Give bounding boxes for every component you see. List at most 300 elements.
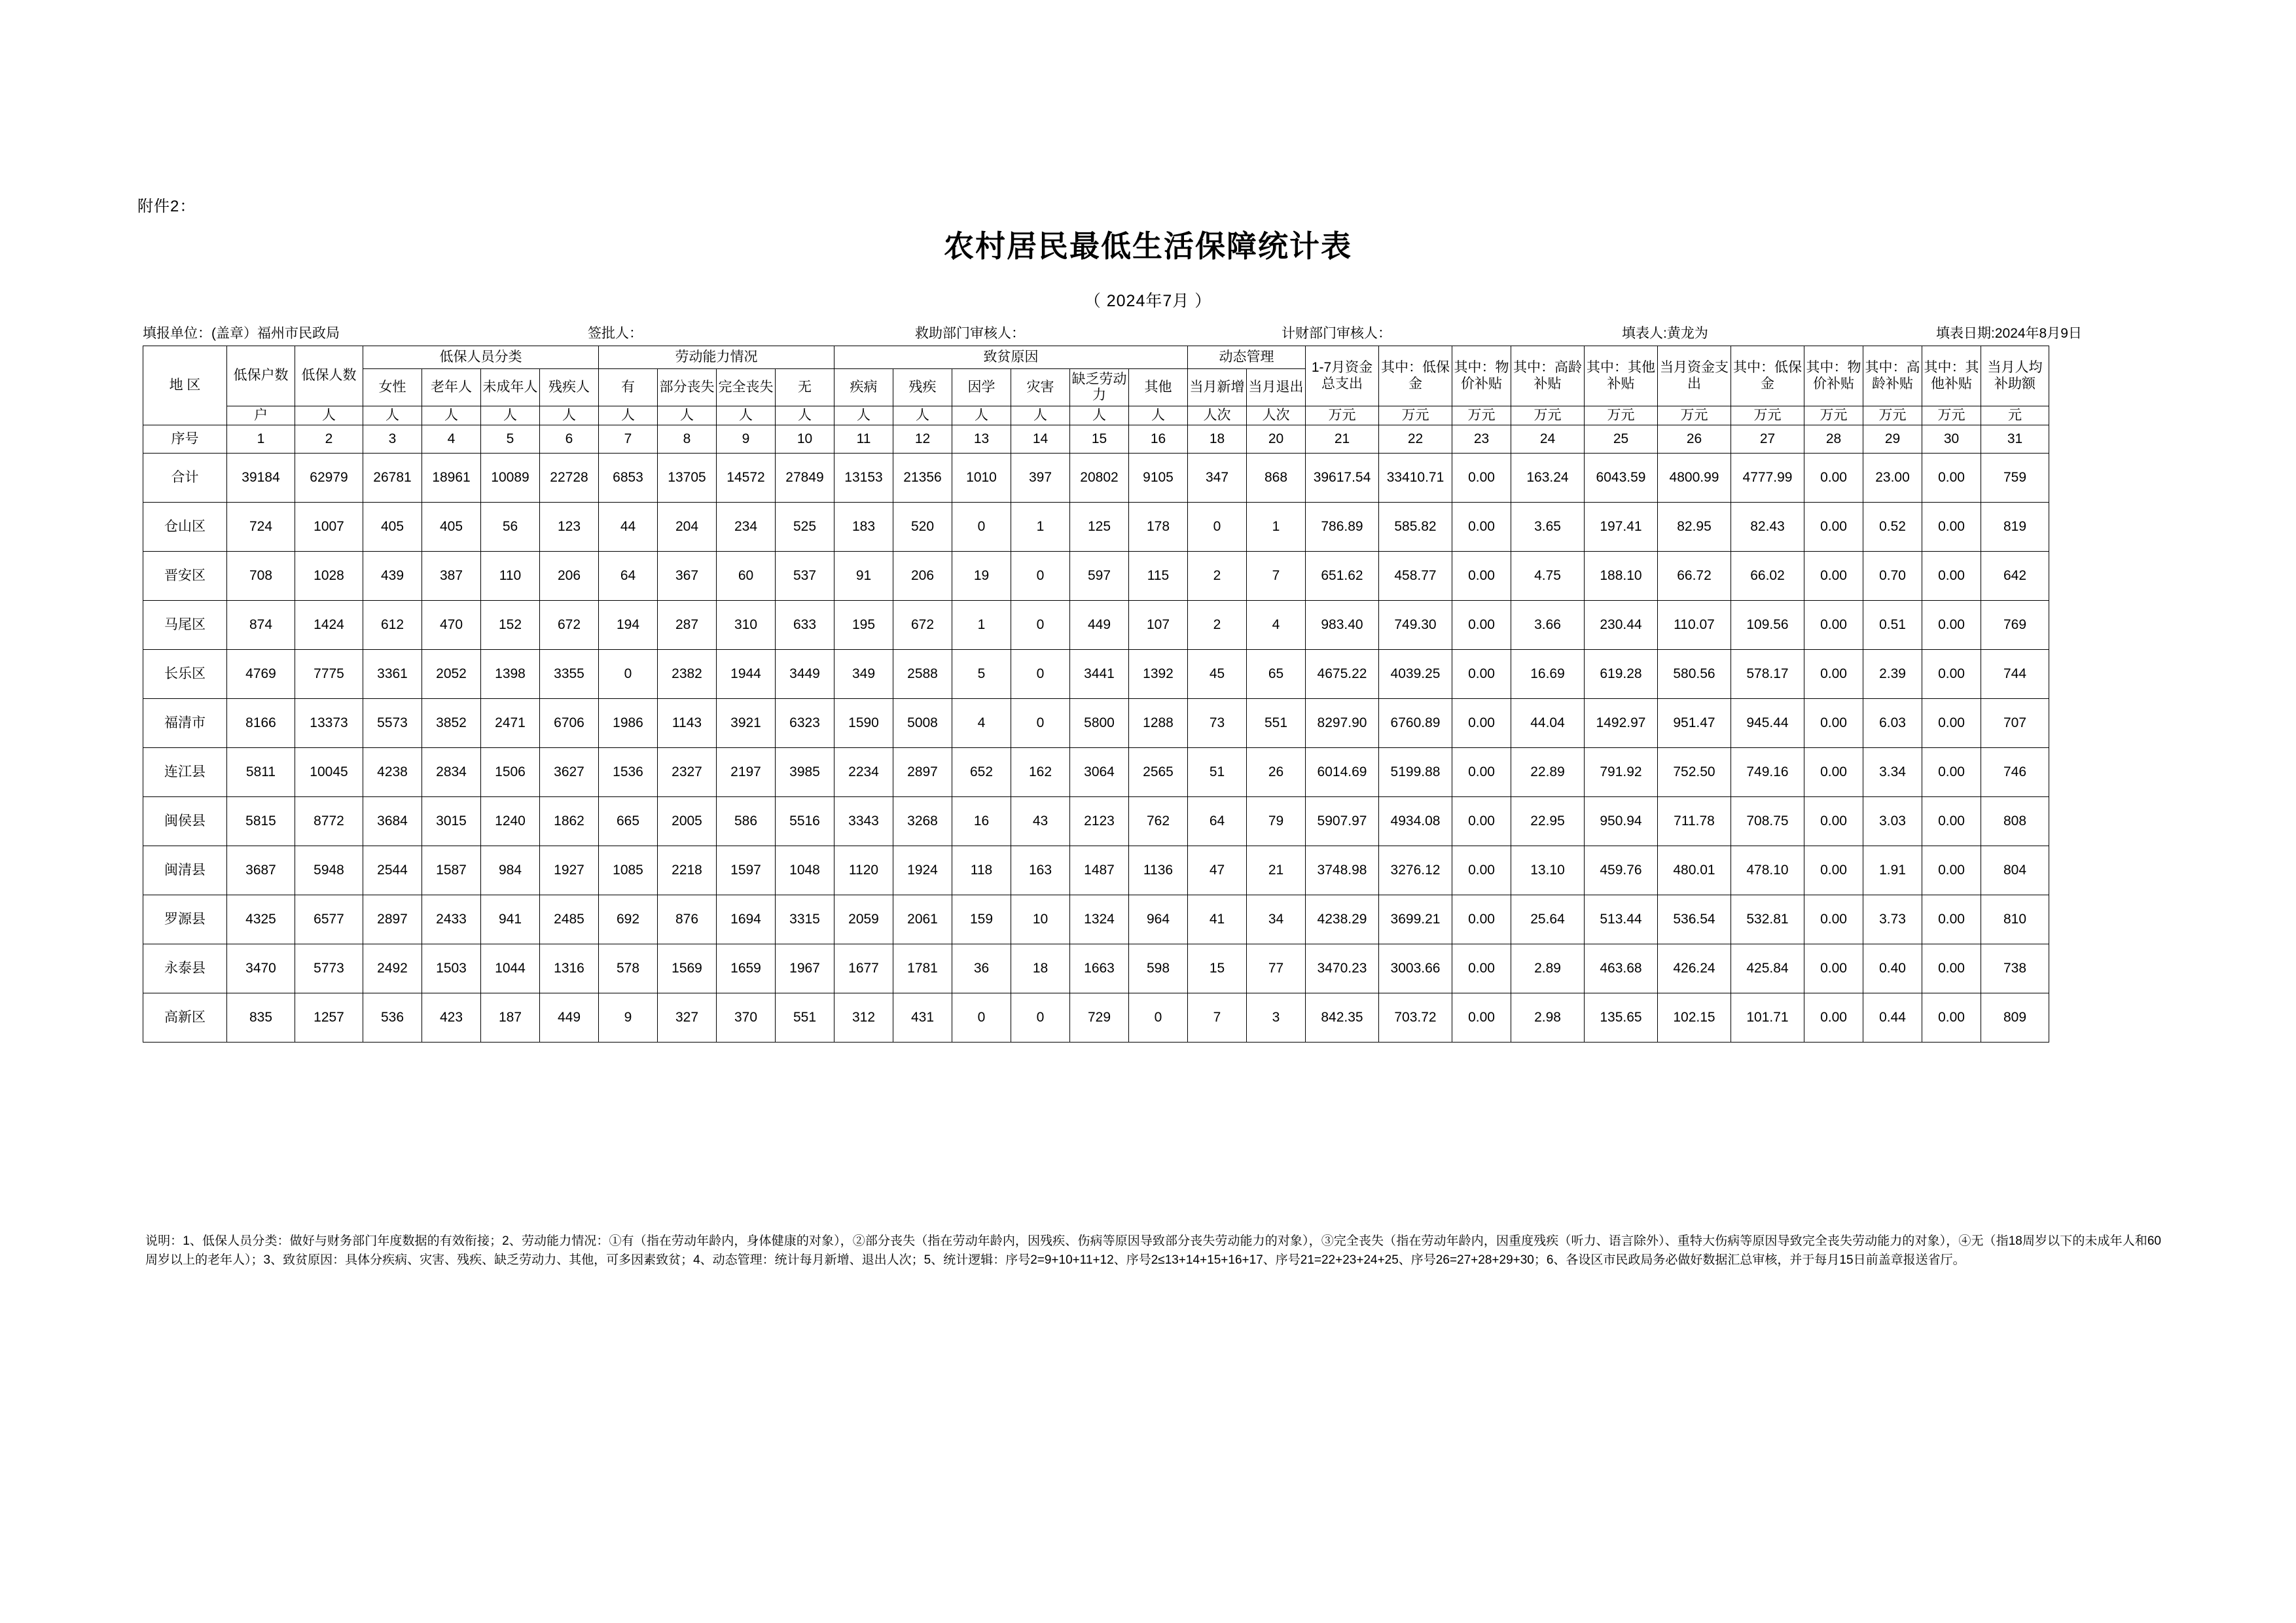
data-cell: 708 xyxy=(227,552,295,601)
table-row xyxy=(143,895,2049,944)
data-cell: 2897 xyxy=(363,895,422,944)
data-cell: 109.56 xyxy=(1731,601,1804,650)
data-cell: 26 xyxy=(1247,748,1306,797)
data-cell: 708.75 xyxy=(1731,797,1804,846)
data-cell: 738 xyxy=(1981,944,2049,993)
data-cell: 73 xyxy=(1188,699,1247,748)
data-cell: 0.00 xyxy=(1804,503,1863,552)
data-cell: 951.47 xyxy=(1658,699,1731,748)
data-cell: 3343 xyxy=(834,797,893,846)
data-cell: 6.03 xyxy=(1863,699,1922,748)
data-cell: 66.02 xyxy=(1731,552,1804,601)
data-cell: 0.52 xyxy=(1863,503,1922,552)
data-cell: 51 xyxy=(1188,748,1247,797)
data-cell: 1136 xyxy=(1129,846,1188,895)
unit-labor-partial: 人 xyxy=(658,406,717,425)
data-cell: 1569 xyxy=(658,944,717,993)
data-cell: 183 xyxy=(834,503,893,552)
data-cell: 1 xyxy=(1011,503,1070,552)
data-cell: 0.00 xyxy=(1452,454,1511,503)
data-cell: 367 xyxy=(658,552,717,601)
header-month-price: 其中：物价补贴 xyxy=(1804,346,1863,406)
data-cell: 1044 xyxy=(481,944,540,993)
sequence-cell: 3 xyxy=(363,425,422,454)
data-cell: 18 xyxy=(1011,944,1070,993)
data-cell: 835 xyxy=(227,993,295,1043)
data-cell: 586 xyxy=(717,797,776,846)
data-cell: 26781 xyxy=(363,454,422,503)
data-cell: 612 xyxy=(363,601,422,650)
data-cell: 2.98 xyxy=(1511,993,1585,1043)
unit-fund-total: 万元 xyxy=(1306,406,1379,425)
data-cell: 206 xyxy=(893,552,952,601)
data-cell: 110 xyxy=(481,552,540,601)
data-cell: 1316 xyxy=(540,944,599,993)
data-cell: 115 xyxy=(1129,552,1188,601)
data-cell: 762 xyxy=(1129,797,1188,846)
data-cell: 0.00 xyxy=(1452,944,1511,993)
data-cell: 1.91 xyxy=(1863,846,1922,895)
sequence-cell: 7 xyxy=(599,425,658,454)
data-cell: 1010 xyxy=(952,454,1011,503)
sequence-cell: 31 xyxy=(1981,425,2049,454)
data-cell: 19 xyxy=(952,552,1011,601)
unit-cause-other: 人 xyxy=(1129,406,1188,425)
data-cell: 578.17 xyxy=(1731,650,1804,699)
header-cls-disabled: 残疾人 xyxy=(540,369,599,406)
data-cell: 0.00 xyxy=(1452,846,1511,895)
sequence-cell: 12 xyxy=(893,425,952,454)
unit-dyn-exited: 人次 xyxy=(1247,406,1306,425)
data-cell: 44 xyxy=(599,503,658,552)
data-cell: 707 xyxy=(1981,699,2049,748)
data-cell: 426.24 xyxy=(1658,944,1731,993)
data-cell: 819 xyxy=(1981,503,2049,552)
unit-fund-basic: 万元 xyxy=(1379,406,1452,425)
data-cell: 3985 xyxy=(776,748,834,797)
data-cell: 0 xyxy=(1011,699,1070,748)
data-cell: 458.77 xyxy=(1379,552,1452,601)
data-cell: 123 xyxy=(540,503,599,552)
data-cell: 0.00 xyxy=(1804,650,1863,699)
data-cell: 349 xyxy=(834,650,893,699)
header-households: 低保户数 xyxy=(227,346,295,406)
data-cell: 405 xyxy=(422,503,481,552)
data-cell: 4934.08 xyxy=(1379,797,1452,846)
data-cell: 1677 xyxy=(834,944,893,993)
data-cell: 0.00 xyxy=(1922,454,1981,503)
data-cell: 2492 xyxy=(363,944,422,993)
data-cell: 2 xyxy=(1188,552,1247,601)
data-cell: 5773 xyxy=(295,944,363,993)
header-average: 当月人均补助额 xyxy=(1981,346,2049,406)
data-cell: 672 xyxy=(893,601,952,650)
data-cell: 204 xyxy=(658,503,717,552)
sequence-cell: 5 xyxy=(481,425,540,454)
data-cell: 4675.22 xyxy=(1306,650,1379,699)
unit-dyn-added: 人次 xyxy=(1188,406,1247,425)
meta-approver: 签批人： xyxy=(588,326,643,341)
unit-labor-full: 人 xyxy=(717,406,776,425)
data-cell: 2485 xyxy=(540,895,599,944)
data-cell: 18961 xyxy=(422,454,481,503)
meta-row xyxy=(143,323,2159,342)
data-cell: 14572 xyxy=(717,454,776,503)
region-name-cell: 晋安区 xyxy=(143,552,227,601)
region-name-cell: 连江县 xyxy=(143,748,227,797)
data-cell: 0.00 xyxy=(1922,699,1981,748)
data-cell: 3699.21 xyxy=(1379,895,1452,944)
data-cell: 39184 xyxy=(227,454,295,503)
data-cell: 107 xyxy=(1129,601,1188,650)
data-cell: 16 xyxy=(952,797,1011,846)
data-cell: 984 xyxy=(481,846,540,895)
notes-text: 说明：1、低保人员分类：做好与财务部门年度数据的有效衔接；2、劳动能力情况：①有（指在劳动年龄内，身体健康的对象），②部分丧失（指在劳动年龄内，因残疾、伤病等原因导致部分丧失劳动能力的对象），③完全丧失（指在劳动年龄内，因重度残疾（听力、语言除外）、重特大伤病等原因导致完全丧失劳动能力的对象），④无（指18周岁以下的未成年人和60周岁以上的老年人）；3、致贫原因：具体分疾病、灾害、残疾、缺乏劳动力、其他，可多因素致贫；4、动态管理：统计每月新增、退出人次；5、统计逻辑：序号2=9+10+11+12、序号2≤13+14+15+16+17、序号21=22+23+24+25、序号26=27+28+29+30；6、各设区市民政局务必做好数据汇总审核，并于每月15日前盖章报送省厅。 xyxy=(145,1234,2161,1268)
data-cell: 6706 xyxy=(540,699,599,748)
data-cell: 0.00 xyxy=(1452,601,1511,650)
data-cell: 10089 xyxy=(481,454,540,503)
data-cell: 15 xyxy=(1188,944,1247,993)
page-subtitle: （ 2024年7月 ） xyxy=(1084,292,1212,310)
data-cell: 110.07 xyxy=(1658,601,1731,650)
data-cell: 597 xyxy=(1070,552,1129,601)
data-cell: 82.95 xyxy=(1658,503,1731,552)
data-cell: 941 xyxy=(481,895,540,944)
data-cell: 13373 xyxy=(295,699,363,748)
data-cell: 21356 xyxy=(893,454,952,503)
data-cell: 580.56 xyxy=(1658,650,1731,699)
data-cell: 449 xyxy=(1070,601,1129,650)
data-cell: 1663 xyxy=(1070,944,1129,993)
data-cell: 478.10 xyxy=(1731,846,1804,895)
data-cell: 0 xyxy=(1188,503,1247,552)
table-row xyxy=(143,944,2049,993)
data-cell: 769 xyxy=(1981,601,2049,650)
data-cell: 808 xyxy=(1981,797,2049,846)
data-cell: 9 xyxy=(599,993,658,1043)
data-cell: 0.00 xyxy=(1922,846,1981,895)
data-cell: 0 xyxy=(1011,650,1070,699)
data-cell: 2059 xyxy=(834,895,893,944)
data-cell: 101.71 xyxy=(1731,993,1804,1043)
data-cell: 842.35 xyxy=(1306,993,1379,1043)
data-cell: 5948 xyxy=(295,846,363,895)
table-row xyxy=(143,993,2049,1043)
table-row xyxy=(143,797,2049,846)
table-row xyxy=(143,552,2049,601)
sequence-cell: 14 xyxy=(1011,425,1070,454)
unit-month-other: 万元 xyxy=(1922,406,1981,425)
unit-cause-disability: 人 xyxy=(893,406,952,425)
unit-fund-price: 万元 xyxy=(1452,406,1511,425)
data-cell: 1007 xyxy=(295,503,363,552)
data-cell: 0.00 xyxy=(1922,601,1981,650)
data-cell: 711.78 xyxy=(1658,797,1731,846)
header-month-total: 当月资金支出 xyxy=(1658,346,1731,406)
meta-date: 填表日期:2024年8月9日 xyxy=(1936,326,2082,341)
data-cell: 724 xyxy=(227,503,295,552)
data-cell: 6323 xyxy=(776,699,834,748)
data-cell: 5008 xyxy=(893,699,952,748)
data-cell: 804 xyxy=(1981,846,2049,895)
data-cell: 3.34 xyxy=(1863,748,1922,797)
data-cell: 5800 xyxy=(1070,699,1129,748)
header-fund-other: 其中：其他补贴 xyxy=(1585,346,1658,406)
data-cell: 551 xyxy=(1247,699,1306,748)
data-cell: 6760.89 xyxy=(1379,699,1452,748)
data-cell: 5 xyxy=(952,650,1011,699)
data-cell: 1506 xyxy=(481,748,540,797)
data-cell: 749.30 xyxy=(1379,601,1452,650)
data-cell: 135.65 xyxy=(1585,993,1658,1043)
data-cell: 551 xyxy=(776,993,834,1043)
data-cell: 0.00 xyxy=(1922,650,1981,699)
header-cause-disaster: 灾害 xyxy=(1011,369,1070,406)
data-cell: 1986 xyxy=(599,699,658,748)
data-cell: 43 xyxy=(1011,797,1070,846)
data-cell: 2218 xyxy=(658,846,717,895)
data-cell: 152 xyxy=(481,601,540,650)
table-row xyxy=(143,503,2049,552)
data-cell: 3064 xyxy=(1070,748,1129,797)
data-cell: 4777.99 xyxy=(1731,454,1804,503)
data-cell: 652 xyxy=(952,748,1011,797)
data-cell: 20802 xyxy=(1070,454,1129,503)
data-cell: 0.00 xyxy=(1922,797,1981,846)
data-cell: 3.73 xyxy=(1863,895,1922,944)
data-cell: 206 xyxy=(540,552,599,601)
data-cell: 0.00 xyxy=(1452,503,1511,552)
sequence-cell: 16 xyxy=(1129,425,1188,454)
header-group-classification: 低保人员分类 xyxy=(363,346,599,369)
sequence-cell: 25 xyxy=(1585,425,1658,454)
table-body xyxy=(143,454,2049,1043)
data-cell: 77 xyxy=(1247,944,1306,993)
data-cell: 4039.25 xyxy=(1379,650,1452,699)
data-cell: 7775 xyxy=(295,650,363,699)
data-cell: 3449 xyxy=(776,650,834,699)
data-cell: 536.54 xyxy=(1658,895,1731,944)
data-cell: 744 xyxy=(1981,650,2049,699)
data-cell: 876 xyxy=(658,895,717,944)
data-cell: 10 xyxy=(1011,895,1070,944)
data-cell: 64 xyxy=(1188,797,1247,846)
header-group-dynamic: 动态管理 xyxy=(1188,346,1306,369)
data-cell: 749.16 xyxy=(1731,748,1804,797)
data-cell: 39617.54 xyxy=(1306,454,1379,503)
data-cell: 3748.98 xyxy=(1306,846,1379,895)
data-cell: 1143 xyxy=(658,699,717,748)
data-cell: 470 xyxy=(422,601,481,650)
data-cell: 34 xyxy=(1247,895,1306,944)
data-cell: 3687 xyxy=(227,846,295,895)
data-cell: 22.89 xyxy=(1511,748,1585,797)
data-cell: 1085 xyxy=(599,846,658,895)
data-cell: 370 xyxy=(717,993,776,1043)
data-cell: 2197 xyxy=(717,748,776,797)
data-cell: 6853 xyxy=(599,454,658,503)
data-cell: 1590 xyxy=(834,699,893,748)
data-cell: 125 xyxy=(1070,503,1129,552)
data-cell: 2123 xyxy=(1070,797,1129,846)
data-cell: 2327 xyxy=(658,748,717,797)
data-cell: 10045 xyxy=(295,748,363,797)
data-cell: 397 xyxy=(1011,454,1070,503)
data-cell: 6043.59 xyxy=(1585,454,1658,503)
table-row xyxy=(143,699,2049,748)
data-cell: 22728 xyxy=(540,454,599,503)
data-cell: 197.41 xyxy=(1585,503,1658,552)
data-cell: 1492.97 xyxy=(1585,699,1658,748)
header-labor-none: 无 xyxy=(776,369,834,406)
data-cell: 1927 xyxy=(540,846,599,895)
data-cell: 3.65 xyxy=(1511,503,1585,552)
unit-fund-other: 万元 xyxy=(1585,406,1658,425)
data-cell: 3470 xyxy=(227,944,295,993)
data-cell: 3.66 xyxy=(1511,601,1585,650)
data-cell: 1028 xyxy=(295,552,363,601)
header-group-labor: 劳动能力情况 xyxy=(599,346,834,369)
unit-labor-none: 人 xyxy=(776,406,834,425)
data-cell: 2471 xyxy=(481,699,540,748)
data-cell: 0.00 xyxy=(1922,503,1981,552)
data-cell: 45 xyxy=(1188,650,1247,699)
data-cell: 598 xyxy=(1129,944,1188,993)
sequence-cell: 26 xyxy=(1658,425,1731,454)
data-cell: 3441 xyxy=(1070,650,1129,699)
data-cell: 7 xyxy=(1188,993,1247,1043)
data-cell: 2565 xyxy=(1129,748,1188,797)
data-cell: 79 xyxy=(1247,797,1306,846)
data-cell: 4325 xyxy=(227,895,295,944)
data-cell: 0.00 xyxy=(1922,748,1981,797)
sequence-cell: 30 xyxy=(1922,425,1981,454)
data-cell: 791.92 xyxy=(1585,748,1658,797)
header-labor-have: 有 xyxy=(599,369,658,406)
data-cell: 537 xyxy=(776,552,834,601)
data-cell: 1659 xyxy=(717,944,776,993)
data-cell: 0.44 xyxy=(1863,993,1922,1043)
data-cell: 692 xyxy=(599,895,658,944)
data-cell: 0.00 xyxy=(1804,552,1863,601)
data-cell: 672 xyxy=(540,601,599,650)
data-cell: 0.00 xyxy=(1804,944,1863,993)
sequence-cell: 24 xyxy=(1511,425,1585,454)
data-cell: 2897 xyxy=(893,748,952,797)
data-cell: 3268 xyxy=(893,797,952,846)
data-cell: 5573 xyxy=(363,699,422,748)
data-cell: 312 xyxy=(834,993,893,1043)
data-cell: 1424 xyxy=(295,601,363,650)
region-name-cell: 仓山区 xyxy=(143,503,227,552)
data-cell: 431 xyxy=(893,993,952,1043)
data-cell: 0.00 xyxy=(1922,895,1981,944)
header-persons: 低保人数 xyxy=(295,346,363,406)
data-cell: 1 xyxy=(952,601,1011,650)
data-cell: 62979 xyxy=(295,454,363,503)
data-cell: 536 xyxy=(363,993,422,1043)
data-cell: 0.00 xyxy=(1452,552,1511,601)
data-cell: 102.15 xyxy=(1658,993,1731,1043)
unit-cls-elderly: 人 xyxy=(422,406,481,425)
data-cell: 27849 xyxy=(776,454,834,503)
data-cell: 0 xyxy=(1129,993,1188,1043)
data-cell: 425.84 xyxy=(1731,944,1804,993)
data-cell: 387 xyxy=(422,552,481,601)
header-fund-elderly: 其中：高龄补贴 xyxy=(1511,346,1585,406)
data-cell: 945.44 xyxy=(1731,699,1804,748)
data-cell: 13.10 xyxy=(1511,846,1585,895)
data-cell: 3684 xyxy=(363,797,422,846)
data-cell: 21 xyxy=(1247,846,1306,895)
data-cell: 56 xyxy=(481,503,540,552)
data-cell: 5815 xyxy=(227,797,295,846)
unit-cause-disaster: 人 xyxy=(1011,406,1070,425)
sequence-cell: 28 xyxy=(1804,425,1863,454)
region-name-cell: 闽清县 xyxy=(143,846,227,895)
data-cell: 64 xyxy=(599,552,658,601)
data-cell: 2433 xyxy=(422,895,481,944)
header-cause-nolabor: 缺乏劳动力 xyxy=(1070,369,1129,406)
data-cell: 82.43 xyxy=(1731,503,1804,552)
unit-households: 户 xyxy=(227,406,295,425)
header-cls-elderly: 老年人 xyxy=(422,369,481,406)
data-cell: 8166 xyxy=(227,699,295,748)
data-cell: 0.51 xyxy=(1863,601,1922,650)
unit-cls-female: 人 xyxy=(363,406,422,425)
header-cause-illness: 疾病 xyxy=(834,369,893,406)
data-cell: 66.72 xyxy=(1658,552,1731,601)
attachment-label: 附件2： xyxy=(137,198,196,215)
header-cls-minor: 未成年人 xyxy=(481,369,540,406)
header-fund-basic: 其中：低保金 xyxy=(1379,346,1452,406)
data-cell: 459.76 xyxy=(1585,846,1658,895)
data-cell: 532.81 xyxy=(1731,895,1804,944)
data-cell: 5199.88 xyxy=(1379,748,1452,797)
data-cell: 2005 xyxy=(658,797,717,846)
data-cell: 0 xyxy=(1011,601,1070,650)
data-cell: 41 xyxy=(1188,895,1247,944)
data-cell: 6577 xyxy=(295,895,363,944)
data-cell: 4.75 xyxy=(1511,552,1585,601)
data-cell: 4238 xyxy=(363,748,422,797)
unit-persons: 人 xyxy=(295,406,363,425)
data-cell: 2052 xyxy=(422,650,481,699)
data-cell: 0.40 xyxy=(1863,944,1922,993)
data-cell: 44.04 xyxy=(1511,699,1585,748)
data-cell: 0 xyxy=(1011,552,1070,601)
data-cell: 188.10 xyxy=(1585,552,1658,601)
data-cell: 868 xyxy=(1247,454,1306,503)
data-cell: 0.00 xyxy=(1452,993,1511,1043)
data-cell: 1536 xyxy=(599,748,658,797)
data-cell: 759 xyxy=(1981,454,2049,503)
data-cell: 2061 xyxy=(893,895,952,944)
data-cell: 0.00 xyxy=(1922,993,1981,1043)
data-cell: 3003.66 xyxy=(1379,944,1452,993)
data-cell: 0.00 xyxy=(1804,601,1863,650)
unit-month-elderly: 万元 xyxy=(1863,406,1922,425)
header-month-basic: 其中：低保金 xyxy=(1731,346,1804,406)
data-cell: 950.94 xyxy=(1585,797,1658,846)
data-cell: 0.00 xyxy=(1452,797,1511,846)
unit-cls-disabled: 人 xyxy=(540,406,599,425)
data-cell: 1924 xyxy=(893,846,952,895)
unit-month-price: 万元 xyxy=(1804,406,1863,425)
data-cell: 0.00 xyxy=(1804,895,1863,944)
data-cell: 1694 xyxy=(717,895,776,944)
table-row xyxy=(143,650,2049,699)
